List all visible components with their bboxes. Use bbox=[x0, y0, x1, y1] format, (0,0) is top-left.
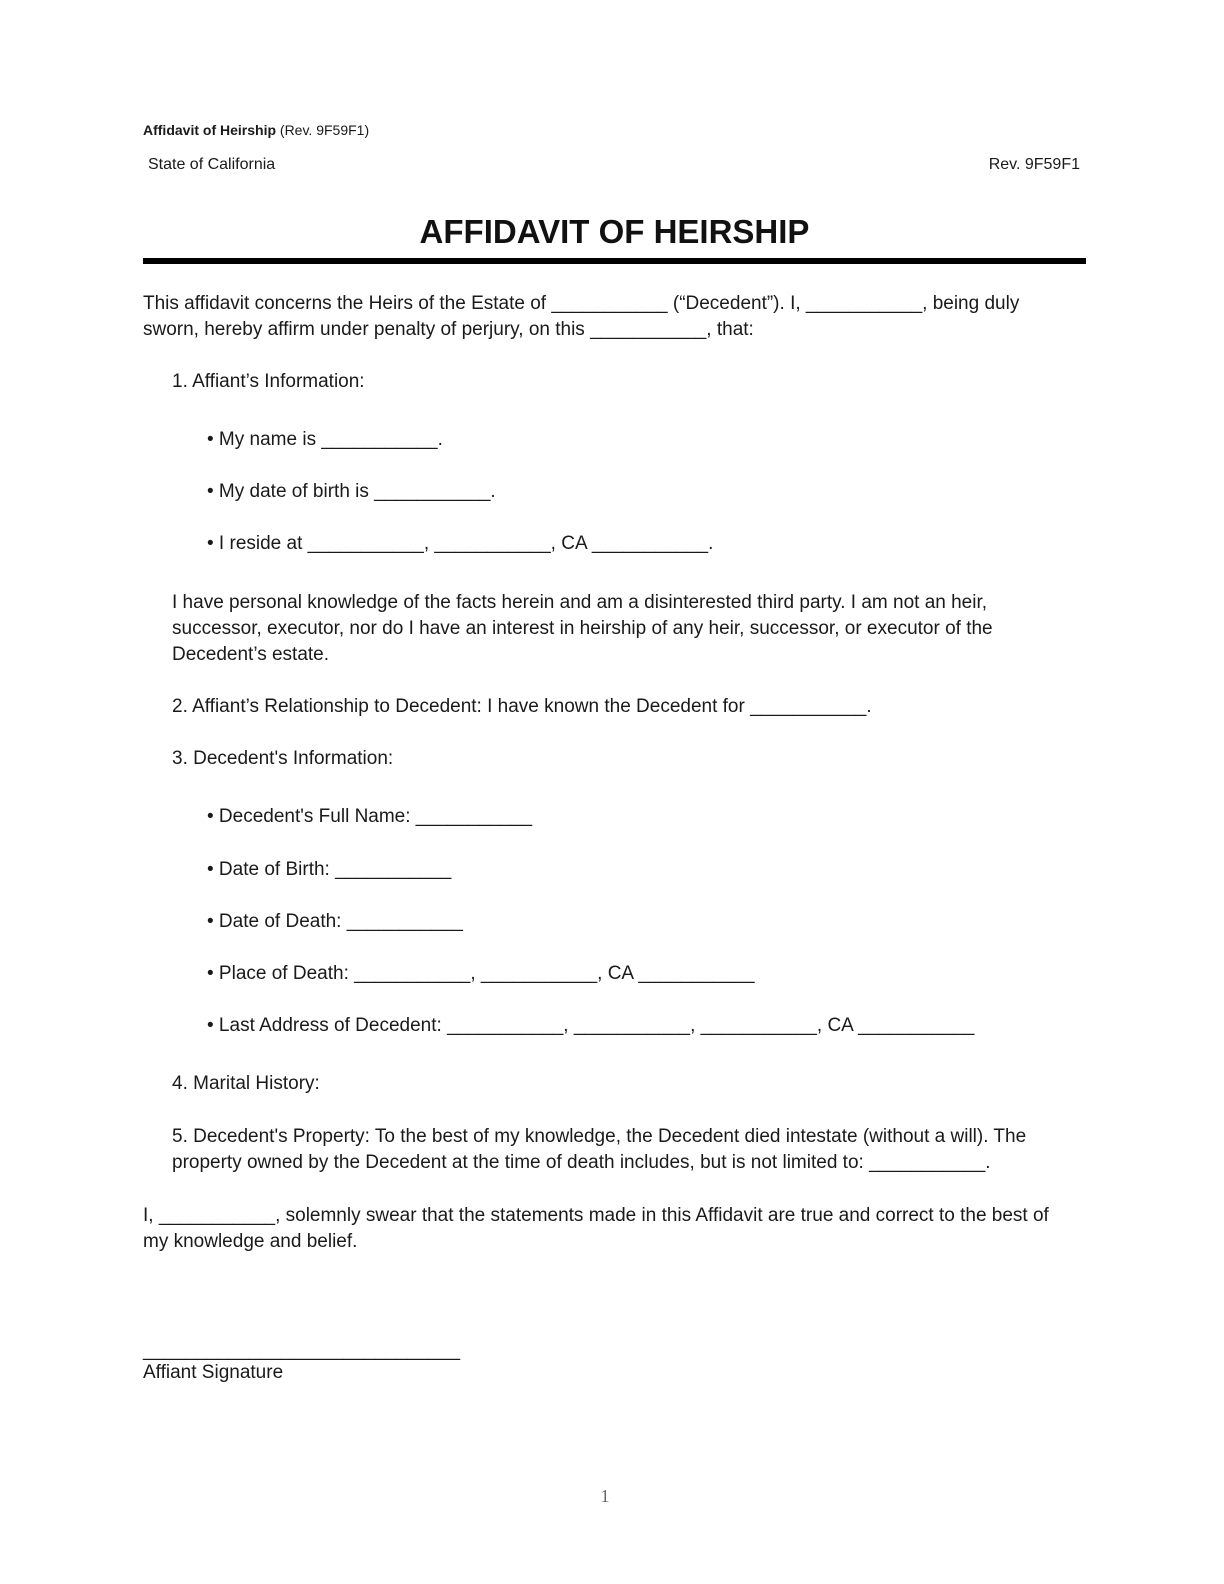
oath-paragraph: I, ___________, solemnly swear that the statements made in this Affidavit are true and correct to the best of my knowledge and belief. bbox=[143, 1205, 1049, 1252]
signature-label: Affiant Signature bbox=[143, 1362, 284, 1383]
section-1-heading: 1. Affiant’s Information: bbox=[172, 371, 365, 392]
affiant-name-item: • My name is ___________. bbox=[207, 429, 443, 450]
title-rule bbox=[143, 258, 1086, 264]
section-5-property: 5. Decedent's Property: To the best of my knowledge, the Decedent died intestate (without a will). The property owned by the Decedent at the time of death includes, but is not limited to: ___________. bbox=[172, 1126, 1027, 1173]
running-header bbox=[143, 121, 369, 139]
place-of-death-item: • Place of Death: ___________, ___________, CA ___________ bbox=[207, 963, 755, 984]
last-address-item: • Last Address of Decedent: ___________, ___________, ___________, CA ___________ bbox=[207, 1015, 975, 1036]
affiant-residence-item: • I reside at ___________, ___________, CA ___________. bbox=[207, 533, 714, 554]
state-label: State of California bbox=[148, 156, 276, 173]
knowledge-paragraph: I have personal knowledge of the facts herein and am a disinterested third party. I am not an heir, successor, executor, nor do I have an interest in heirship of any heir, successor, or executor of the Decedent’s estate. bbox=[172, 592, 993, 665]
decedent-dob-item: • Date of Birth: ___________ bbox=[207, 859, 452, 880]
running-header-revision: (Rev. 9F59F1) bbox=[279, 122, 370, 138]
running-header-doc-name: Affidavit of Heirship bbox=[143, 122, 277, 138]
intro-paragraph: This affidavit concerns the Heirs of the Estate of ___________ (“Decedent”). I, ___________, being duly sworn, hereby affirm under penalty of perjury, on this ___________, that: bbox=[143, 293, 1020, 340]
section-3-heading: 3. Decedent's Information: bbox=[172, 748, 394, 769]
signature-line: ______________________________ bbox=[143, 1340, 461, 1361]
revision-label: Rev. 9F59F1 bbox=[988, 156, 1080, 173]
document-title: AFFIDAVIT OF HEIRSHIP bbox=[419, 213, 810, 250]
section-4-marital-history: 4. Marital History: bbox=[172, 1073, 320, 1094]
decedent-dod-item: • Date of Death: ___________ bbox=[207, 911, 463, 932]
section-2-relationship: 2. Affiant’s Relationship to Decedent: I have known the Decedent for ___________. bbox=[172, 696, 872, 717]
decedent-name-item: • Decedent's Full Name: ___________ bbox=[207, 806, 533, 827]
affiant-dob-item: • My date of birth is ___________. bbox=[207, 481, 496, 502]
page-number: 1 bbox=[600, 1486, 610, 1506]
